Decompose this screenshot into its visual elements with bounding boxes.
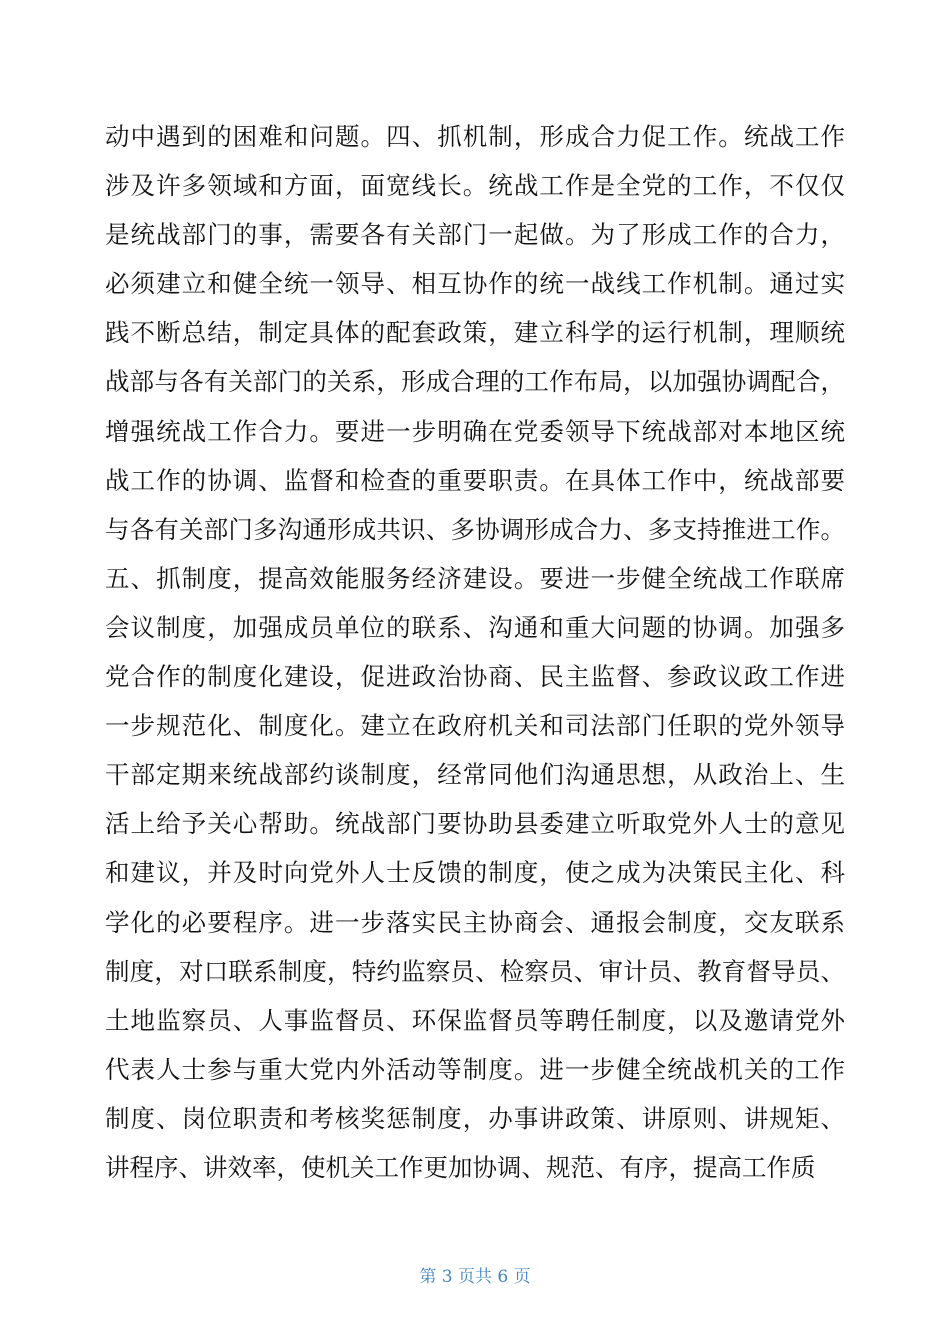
text-line-6: 战部与各有关部门的关系，形成合理的工作布局，以加强协调配合， — [105, 367, 845, 397]
text-line-13: 一步规范化、制度化。建立在政府机关和司法部门任职的党外领导 — [105, 711, 845, 741]
text-line-12: 党合作的制度化建设，促进政治协商、民主监督、参政议政工作进 — [105, 662, 845, 692]
text-line-16: 和建议，并及时向党外人士反馈的制度，使之成为决策民主化、科 — [105, 858, 845, 888]
text-line-8: 战工作的协调、监督和检查的重要职责。在具体工作中，统战部要 — [105, 465, 845, 495]
text-line-2: 涉及许多领域和方面，面宽线长。统战工作是全党的工作，不仅仅 — [105, 171, 845, 201]
text-line-18: 制度，对口联系制度，特约监察员、检察员、审计员、教育督导员、 — [105, 956, 845, 986]
text-line-17: 学化的必要程序。进一步落实民主协商会、通报会制度，交友联系 — [105, 907, 845, 937]
text-line-20: 代表人士参与重大党内外活动等制度。进一步健全统战机关的工作 — [105, 1054, 845, 1084]
text-line-1: 动中遇到的困难和问题。四、抓机制，形成合力促工作。统战工作 — [105, 122, 845, 151]
text-line-7: 增强统战工作合力。要进一步明确在党委领导下统战部对本地区统 — [105, 416, 845, 446]
page-number-footer: 第 3 页共 6 页 — [419, 1267, 531, 1287]
text-line-5: 践不断总结，制定具体的配套政策，建立科学的运行机制，理顺统 — [105, 318, 845, 348]
text-line-10: 五、抓制度，提高效能服务经济建设。要进一步健全统战工作联席 — [105, 563, 845, 593]
text-line-9: 与各有关部门多沟通形成共识、多协调形成合力、多支持推进工作。 — [105, 514, 845, 544]
text-line-21: 制度、岗位职责和考核奖惩制度，办事讲政策、讲原则、讲规矩、 — [105, 1103, 845, 1133]
body-text — [105, 112, 845, 1192]
text-line-4: 必须建立和健全统一领导、相互协作的统一战线工作机制。通过实 — [105, 269, 845, 299]
text-line-15: 活上给予关心帮助。统战部门要协助县委建立听取党外人士的意见 — [105, 809, 845, 839]
text-line-19: 土地监察员、人事监督员、环保监督员等聘任制度，以及邀请党外 — [105, 1005, 845, 1035]
text-line-11: 会议制度，加强成员单位的联系、沟通和重大问题的协调。加强多 — [105, 612, 845, 642]
text-line-22: 讲程序、讲效率，使机关工作更加协调、规范、有序，提高工作质 — [105, 1152, 816, 1182]
text-line-14: 干部定期来统战部约谈制度，经常同他们沟通思想，从政治上、生 — [105, 760, 845, 790]
text-line-3: 是统战部门的事，需要各有关部门一起做。为了形成工作的合力， — [105, 220, 845, 250]
